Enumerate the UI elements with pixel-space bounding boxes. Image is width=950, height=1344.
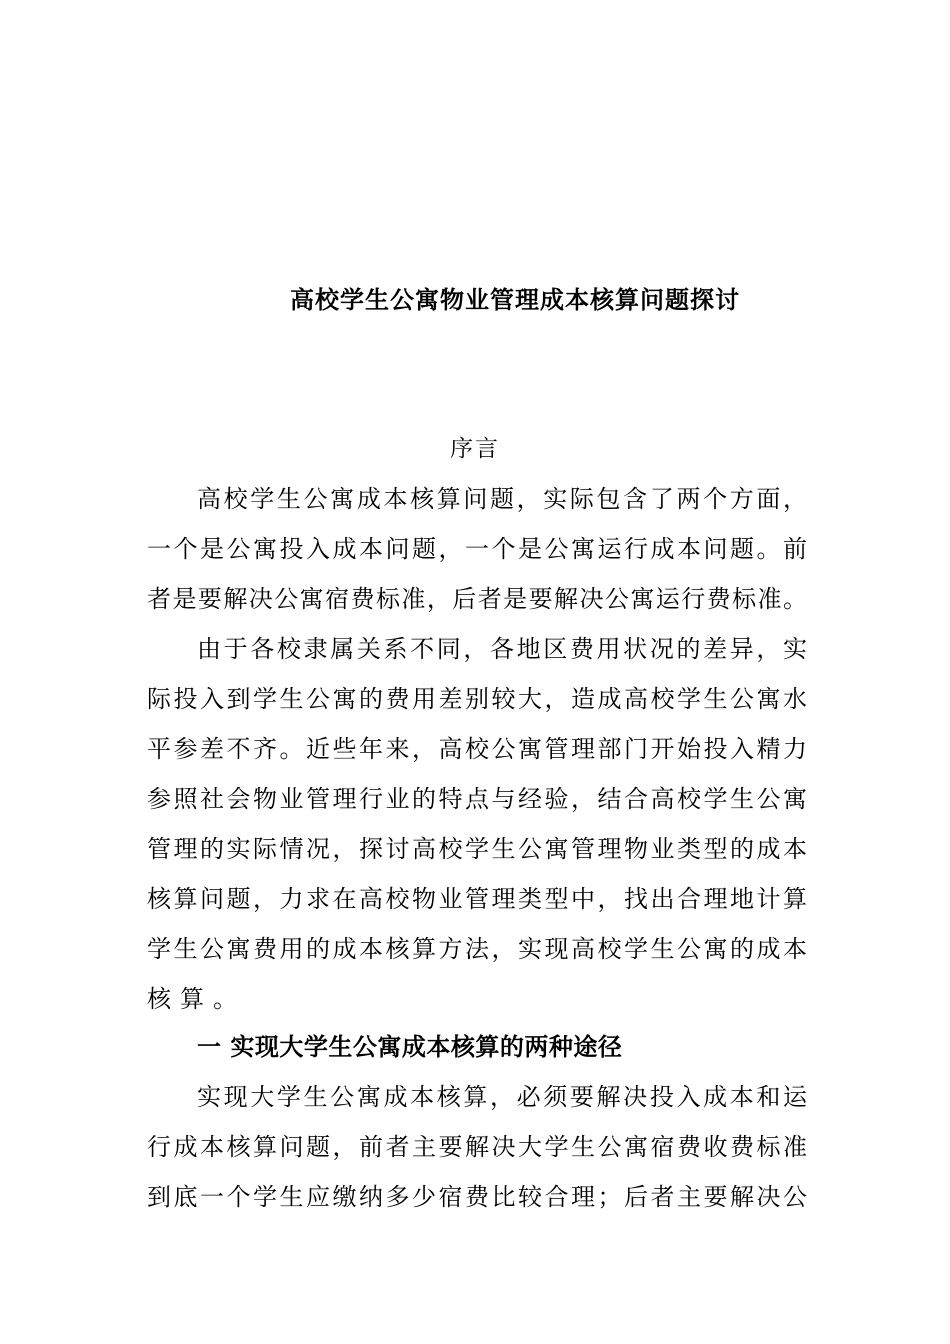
paragraph-line: 管理的实际情况，探讨高校学生公寓管理物业类型的成本 (147, 835, 807, 863)
paragraph-line: 一个是公寓投入成本问题，一个是公寓运行成本问题。前 (147, 535, 807, 563)
paragraph-line: 由于各校隶属关系不同，各地区费用状况的差异，实 (197, 635, 807, 663)
paragraph-line: 高校学生公寓成本核算问题，实际包含了两个方面， (197, 485, 807, 513)
section-heading: 一 实现大学生公寓成本核算的两种途径 (197, 1032, 623, 1061)
paragraph-line: 核算问题，力求在高校物业管理类型中，找出合理地计算 (147, 885, 807, 913)
paragraph-line: 参照社会物业管理行业的特点与经验，结合高校学生公寓 (147, 785, 807, 813)
paragraph-line: 到底一个学生应缴纳多少宿费比较合理；后者主要解决公 (147, 1183, 807, 1211)
paragraph-line: 者是要解决公寓宿费标准，后者是要解决公寓运行费标准。 (147, 585, 807, 613)
paragraph-line: 学生公寓费用的成本核算方法，实现高校学生公寓的成本 (147, 935, 807, 963)
paragraph-3 (147, 1072, 807, 1222)
paragraph-1 (147, 474, 807, 624)
paragraph-line: 平参差不齐。近些年来，高校公寓管理部门开始投入精力 (147, 735, 807, 763)
paragraph-line: 际投入到学生公寓的费用差别较大，造成高校学生公寓水 (147, 685, 807, 713)
section-1 (147, 1022, 807, 1072)
paragraph-line: 核算。 (147, 985, 246, 1013)
preface-heading: 序言 (450, 436, 500, 462)
paragraph-line: 行成本核算问题，前者主要解决大学生公寓宿费收费标准 (147, 1133, 807, 1161)
paragraph-line: 实现大学生公寓成本核算，必须要解决投入成本和运 (197, 1083, 807, 1111)
document-title: 高校学生公寓物业管理成本核算问题探讨 (290, 285, 740, 314)
paragraph-2 (147, 624, 807, 1024)
